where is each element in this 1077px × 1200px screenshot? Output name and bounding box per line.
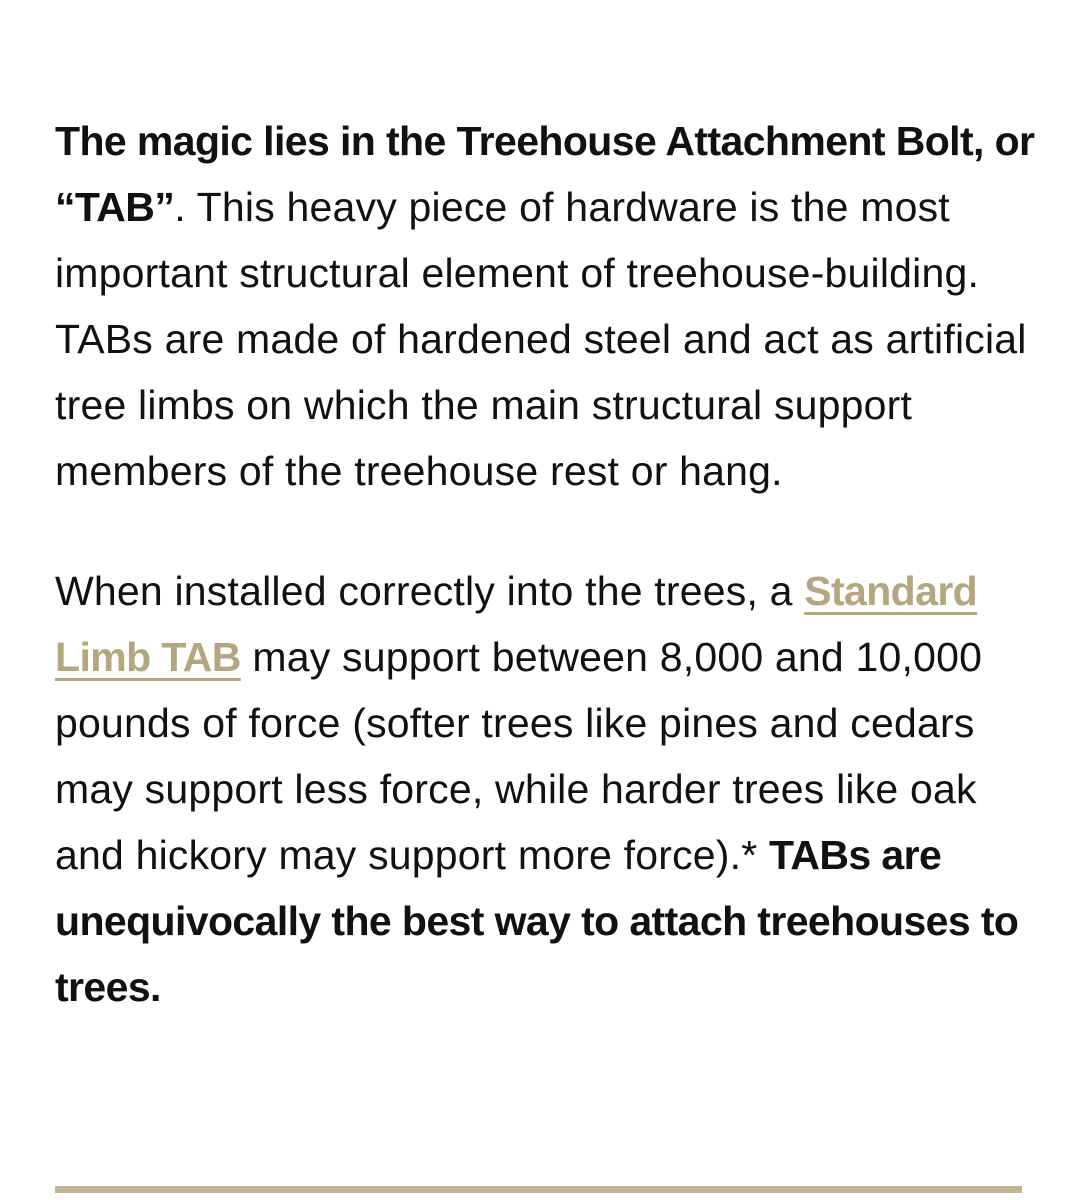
paragraph-text: When installed correctly into the trees, a	[55, 568, 805, 614]
paragraph-text: may support between 8,000 and 10,000 pounds of force (softer trees like pines and cedars may support less force, while harder trees like oak and hickory may support more force).*	[55, 634, 983, 878]
bold-conclusion-text: TABs are unequivocally the best way to attach treehouses to trees.	[55, 832, 1019, 1010]
paragraph-tab-intro	[55, 108, 1045, 504]
paragraph-tab-strength	[55, 558, 1045, 1020]
article-body	[55, 108, 1045, 1020]
bold-lead-text: The magic lies in the Treehouse Attachment Bolt, or “TAB”	[55, 118, 1035, 230]
section-divider	[55, 1186, 1022, 1193]
paragraph-text: . This heavy piece of hardware is the most important structural element of treehouse-building. TABs are made of hardened steel and act as artificial tree limbs on which the main structural support members of the treehouse rest or hang.	[55, 184, 1027, 494]
standard-limb-tab-link[interactable]: Standard Limb TAB	[55, 568, 978, 680]
